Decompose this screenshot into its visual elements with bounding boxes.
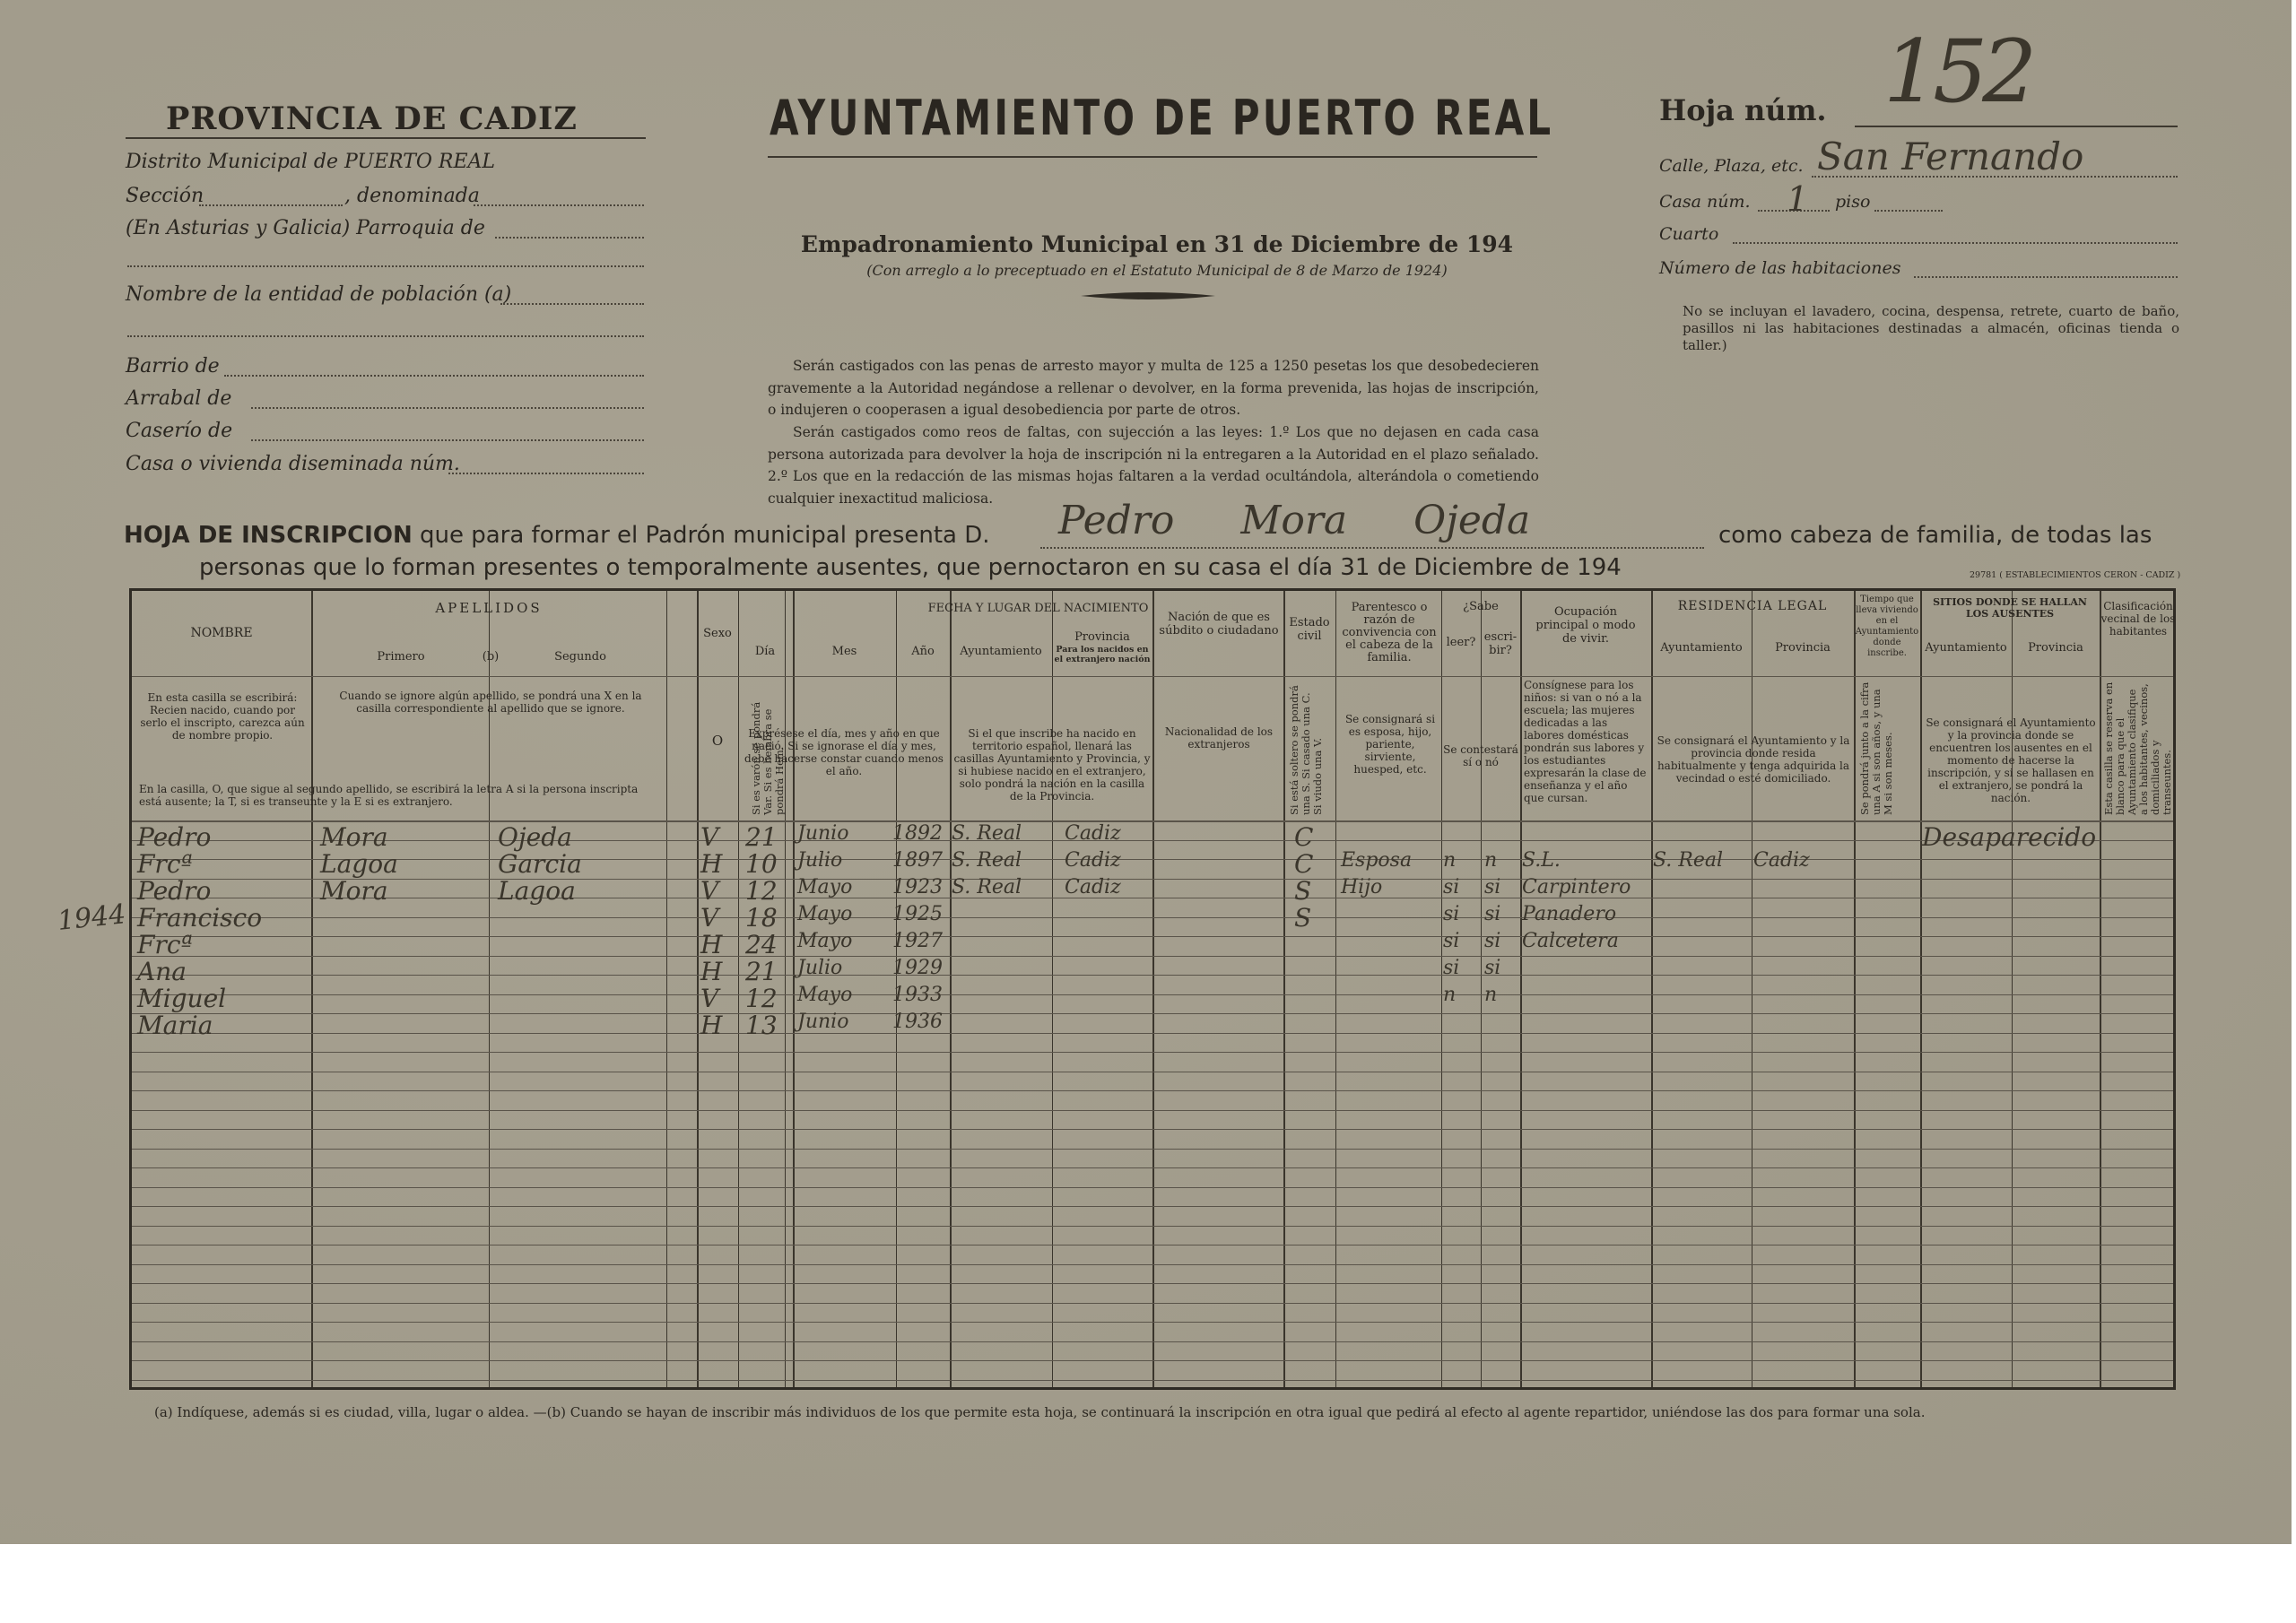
caserio-field[interactable] [251,439,644,441]
v-res-prov [1854,591,1856,1387]
barrio-label: Barrio de [126,355,220,378]
cell-ocupacion[interactable]: Carpintero [1522,876,1631,898]
cell-mes[interactable]: Mayo [797,984,853,1006]
cell-mes[interactable]: Junio [797,822,849,845]
inst-sexo: Si es varón se pondrá Var. Si es hembra se pondrá Hem. [750,701,786,815]
row-rule [132,1090,2173,1091]
cell-mes[interactable]: Mayo [797,876,853,898]
v-nacion [1283,591,1285,1387]
hdr-tiempo: Tiempo que lleva viviendo en el Ayuntamiento donde inscribe. [1855,595,1919,658]
census-table [129,588,2176,1390]
hdr-nacion: Nación de que es súbdito o ciudadano [1159,611,1279,638]
cell-nombre[interactable]: Pedro [137,822,212,852]
inscription-text-c: como cabeza de familia, de todas las [1718,522,2152,549]
inscription-line-2: personas que lo forman presentes o temporalmente ausentes, que pernoctaron en su casa el día 31 de Diciembre de 194 [199,554,1622,581]
province-title: PROVINCIA DE CADIZ [166,100,578,137]
calle-label: Calle, Plaza, etc. [1659,156,1804,176]
row-rule [132,1013,2173,1014]
row-rule [132,975,2173,976]
cell-ano[interactable]: 1897 [892,849,943,872]
row-rule [132,936,2173,937]
inst-estado: Si está soltero se pondrá una S. Si casado una C. Si viudo una V. [1288,685,1324,815]
footnote: (a) Indíquese, además si es ciudad, villa, lugar o aldea. —(b) Cuando se hayan de inscribir más individuos de los que permite esta hoja, se continuará la inscripción en otra igual que pedirá al efecto al agente repartidor, uniéndose las dos para formar una sola. [154,1404,1926,1420]
v-nombre [311,591,313,1387]
cell-leer[interactable]: si [1443,903,1460,925]
cuarto-field[interactable] [1733,242,2178,244]
penalties-paragraph-1: Serán castigados con las penas de arresto mayor y multa de 125 a 1250 pesetas los que desobedecieren gravemente a la Autoridad negándose a rellenar o devolver, en la forma prevenida, las hojas de inscripción, o indujeren o cooperasen a igual desobediencia por parte de otros. [768,358,1539,418]
row-rule [132,840,2173,841]
inst-casilla-o: En la casilla, O, que sigue al segundo apellido, se escribirá la letra A si la persona inscripta está ausente; la T, si es transeunte y la E si es extranjero. [139,783,639,808]
cell-estado[interactable]: C [1294,822,1314,852]
barrio-field[interactable] [224,375,644,377]
hdr-segundo: Segundo [554,650,606,664]
cell-nombre[interactable]: Frcª [137,849,193,879]
cell-dia[interactable]: 18 [745,903,778,933]
v-estado [1335,591,1336,1387]
casa-diseminada-label: Casa o vivienda diseminada núm. [126,453,460,475]
v-o [697,591,699,1387]
subtitle: Empadronamiento Municipal en 31 de Diciembre de 194 [800,231,1514,257]
cell-mes[interactable]: Julio [797,957,843,979]
inst-fecha: Exprésese el día, mes y año en que nació. Si se ignorase el día y mes, debe hacerse constar cuando menos el año. [744,727,944,777]
cell-escribir[interactable]: si [1484,903,1501,925]
inst-residencia: Se consignará el Ayuntamiento y la provincia donde resida habitualmente y tenga adquirida la vecindad o esté domiciliado. [1657,734,1850,785]
entidad-field-2[interactable] [127,335,644,337]
row-rule [132,1322,2173,1323]
arrabal-field[interactable] [251,407,644,409]
cell-sexo[interactable]: V [700,876,719,906]
cell-nombre[interactable]: Francisco [137,903,263,933]
row-rule [132,1360,2173,1361]
cell-parentesco[interactable]: Hijo [1341,876,1383,898]
cell-sexo[interactable]: H [700,849,723,879]
ornament-divider [1081,291,1215,301]
cell-prov[interactable]: Cadiz [1065,822,1121,845]
hdr-sitios: SITIOS DONDE SE HALLAN LOS AUSENTES [1933,596,2087,620]
cell-sexo[interactable]: V [700,903,719,933]
v-escribir [1520,591,1522,1387]
cell-prov[interactable]: Cadiz [1065,849,1121,872]
casa-label: Casa núm. [1659,192,1751,212]
cell-leer[interactable]: si [1443,930,1460,952]
row-rule [132,859,2173,860]
v-tiempo [1920,591,1922,1387]
inst-parentesco: Se consignará si es esposa, hijo, pariente, sirviente, huesped, etc. [1344,713,1436,776]
cell-dia[interactable]: 12 [745,984,778,1013]
hdr-parentesco: Parentesco o razón de convivencia con el cabeza de la familia. [1342,601,1437,664]
cell-mes[interactable]: Mayo [797,903,853,925]
cell-nombre[interactable]: Frcª [137,930,193,959]
hdr-escribir: escri-bir? [1483,630,1518,657]
inst-tiempo: Se pondrá junto a la cifra una A si son años, y una M si son meses. [1858,681,1894,815]
cell-ano[interactable]: 1933 [892,984,943,1006]
cell-sexo[interactable]: V [700,984,719,1013]
cell-primero[interactable]: Mora [320,822,388,852]
row-rule [132,1167,2173,1168]
piso-label: piso [1835,192,1871,212]
h-instructions [132,820,2173,822]
v-aus-ayto [2012,591,2013,1387]
cell-nombre[interactable]: Pedro [137,876,212,906]
cell-ayto[interactable]: S. Real [952,849,1022,872]
inscription-title: HOJA DE INSCRIPCION [124,522,413,549]
inst-apellido: Cuando se ignore algún apellido, se pondrá una X en la casilla correspondiente al apellido que se ignore. [339,690,642,715]
row-rule [132,994,2173,995]
hdr-aus-provincia: Provincia [2028,641,2083,655]
cell-ano[interactable]: 1925 [892,903,943,925]
row-rule [132,1341,2173,1342]
cell-escribir[interactable]: si [1484,957,1501,979]
main-title-underline [768,156,1537,158]
head-of-family-name[interactable]: Pedro Mora Ojeda [1058,498,1531,543]
printer-mark: 29781 ( ESTABLECIMIENTOS CERON - CADIZ ) [1970,570,2181,580]
h-header [132,676,2173,677]
denominada-label: , denominada [344,185,480,207]
inst-clasificacion: Esta casilla se reserva en blanco para que el Ayuntamiento clasifique a los habitantes, vecinos, domiciliados y transeuntes. [2102,681,2173,815]
cell-ocupacion[interactable]: S.L. [1522,849,1561,872]
v-prov [1152,591,1154,1387]
row-rule [132,1149,2173,1150]
cell-escribir[interactable]: n [1484,849,1498,872]
calle-value[interactable]: San Fernando [1817,135,2084,178]
row-rule [132,1206,2173,1207]
cell-ocupacion[interactable]: Calcetera [1522,930,1619,952]
cell-dia[interactable]: 24 [745,930,778,959]
cell-ano[interactable]: 1923 [892,876,943,898]
cell-estado[interactable]: C [1294,849,1314,879]
row-rule [132,1033,2173,1034]
hdr-estado-civil: Estado civil [1289,616,1330,643]
seccion-label: Sección [126,185,204,207]
hdr-sabe: ¿Sabe [1463,600,1499,613]
parroquia-field-2[interactable] [127,265,644,267]
cell-mes[interactable]: Junio [797,1011,849,1033]
cell-segundo[interactable]: Lagoa [498,876,576,906]
cell-escribir[interactable]: si [1484,930,1501,952]
inst-o: O [711,733,724,749]
cell-ayto[interactable]: S. Real [952,822,1022,845]
hdr-res-provincia: Provincia [1775,641,1831,655]
cell-ocupacion[interactable]: Panadero [1522,903,1617,925]
row-rule [132,1226,2173,1227]
inscription-line-1 [124,522,990,549]
row-rule [132,1052,2173,1053]
hdr-residencia: RESIDENCIA LEGAL [1677,599,1828,613]
cell-escribir[interactable]: n [1484,984,1498,1006]
v-aus-prov [2100,591,2101,1387]
hdr-nombre: NOMBRE [190,626,253,640]
hoja-field-line [1855,126,2178,127]
hdr-sexo: Sexo [703,627,732,640]
habitaciones-note: No se incluyan el lavadero, cocina, despensa, retrete, cuarto de baño, pasillos ni las habitaciones destinadas a almacén, oficinas tienda o taller.) [1683,303,2179,353]
cell-estado[interactable]: S [1294,876,1312,906]
cell-ano[interactable]: 1929 [892,957,943,979]
inst-nacion: Nacionalidad de los extranjeros [1164,725,1274,751]
row-rule [132,1187,2173,1188]
cell-sexo[interactable]: H [700,930,723,959]
inst-lugar: Si el que inscribe ha nacido en territorio español, llenará las casillas Ayuntamiento y Provincia, y si hubiese nacido en el extranjero, solo pondrá la nación en la casilla de la Provincia. [953,727,1151,803]
cell-sexo[interactable]: H [700,957,723,986]
v-parentesco [1441,591,1442,1387]
caserio-label: Caserío de [126,420,233,442]
seccion-field[interactable] [199,204,343,206]
cell-estado[interactable]: S [1294,903,1312,933]
entidad-field[interactable] [500,303,644,305]
head-name-line [1040,547,1704,549]
cell-prov[interactable]: Cadiz [1065,876,1121,898]
cell-primero[interactable]: Mora [320,876,388,906]
cell-leer[interactable]: n [1443,984,1457,1006]
hdr-clasificacion: Clasificación vecinal de los habitantes [2100,600,2176,638]
cell-segundo[interactable]: Garcia [498,849,582,879]
arrabal-label: Arrabal de [126,387,232,410]
cell-res-prov[interactable]: Cadiz [1753,849,1810,872]
hdr-dia: Día [754,645,776,658]
cell-parentesco[interactable]: Esposa [1341,849,1413,872]
hdr-b: (b) [482,650,500,664]
inscription-text-a: que para formar el Padrón municipal presenta D. [419,522,990,549]
hdr-apellidos: APELLIDOS [435,600,543,616]
cell-ayto[interactable]: S. Real [952,876,1022,898]
hdr-aus-ayuntamiento: Ayuntamiento [1925,641,2007,655]
hdr-leer: leer? [1446,636,1476,649]
row-rule [132,1303,2173,1304]
v-segundo [666,591,667,1387]
hdr-mes: Mes [831,645,857,658]
casa-value[interactable]: 1 [1787,179,1809,219]
cell-sexo[interactable]: H [700,1011,723,1040]
cell-dia[interactable]: 21 [745,957,778,986]
entidad-label: Nombre de la entidad de población (a) [126,283,512,306]
cell-dia[interactable]: 21 [745,822,778,852]
hdr-provincia-note: Para los nacidos en el extranjero nación [1054,645,1151,664]
row-rule [132,1380,2173,1381]
v-dia [793,591,795,1387]
hdr-fecha-lugar: FECHA Y LUGAR DEL NACIMIENTO [927,602,1149,615]
row-rule [132,1110,2173,1111]
cuarto-label: Cuarto [1659,224,1719,244]
casa-diseminada-field[interactable] [448,473,644,474]
row-rule [132,917,2173,918]
v-ocupacion [1651,591,1653,1387]
v-sexo [738,591,739,1387]
cell-mes[interactable]: Julio [797,849,843,872]
inst-sabe: Se contestará sí o nó [1443,743,1518,768]
cell-segundo[interactable]: Ojeda [498,822,572,852]
district-label: Distrito Municipal de PUERTO REAL [126,151,496,173]
cell-nombre[interactable]: Miguel [137,984,227,1013]
denominada-field[interactable] [474,204,644,206]
subtitle-note: (Con arreglo a lo preceptuado en el Estatuto Municipal de 8 de Marzo de 1924) [866,262,1448,279]
main-title: AYUNTAMIENTO DE PUERTO REAL [770,90,1554,146]
habitaciones-label: Número de las habitaciones [1659,258,1901,278]
v-leer [1481,591,1482,1387]
habitaciones-field[interactable] [1914,276,2178,278]
cell-dia[interactable]: 10 [745,849,778,879]
hdr-ano: Año [911,645,935,658]
parroquia-label: (En Asturias y Galicia) Parroquia de [126,217,485,239]
row-rule [132,1264,2173,1265]
inst-ocupacion: Consígnese para los niños: si van o nó a la escuela; las mujeres dedicadas a las labores domésticas pondrán sus labores y los estudiantes expresarán la clase de enseñanza y el año que cursan. [1524,679,1647,804]
row-rule [132,1129,2173,1130]
cell-primero[interactable]: Lagoa [320,849,398,879]
hoja-number[interactable]: 152 [1883,22,2032,122]
cell-ano[interactable]: 1892 [892,822,943,845]
cell-nombre[interactable]: Maria [137,1011,213,1040]
hdr-primero: Primero [377,650,425,664]
cell-ausente[interactable]: Desaparecido [1922,822,2097,852]
hdr-ocupacion: Ocupación principal o modo de vivir. [1535,605,1636,646]
hdr-provincia: Provincia [1074,630,1130,644]
inst-nombre: En esta casilla se escribirá: Recien nacido, cuando por serlo el inscripto, carezca aún de nombre propio. [140,691,305,742]
cell-dia[interactable]: 13 [745,1011,778,1040]
cell-ano[interactable]: 1927 [892,930,943,952]
cell-leer[interactable]: si [1443,957,1460,979]
inst-ausentes: Se consignará el Ayuntamiento y la provincia donde se encuentren los ausentes en el momento de hacerse la inscripción, y si se hallasen en el extranjero, se pondrá la nación. [1926,716,2096,804]
hdr-res-ayuntamiento: Ayuntamiento [1660,641,1743,655]
cell-dia[interactable]: 12 [745,876,778,906]
cell-escribir[interactable]: si [1484,876,1501,898]
piso-field[interactable] [1874,210,1943,212]
cell-mes[interactable]: Mayo [797,930,853,952]
v-ano [950,591,952,1387]
penalties-paragraph-2: Serán castigados como reos de faltas, con sujección a las leyes: 1.º Los que no dejasen en cada casa persona autorizada para devolver la hoja de inscripción ni la entregaren a la Autoridad en el plazo señalado. 2.º Los que en la redacción de las mismas hojas faltaren a la verdad ocultándola, alterándola o cometiendo cualquier inexactitud maliciosa. [768,424,1539,507]
hoja-label: Hoja núm. [1659,93,1827,127]
cell-sexo[interactable]: V [700,822,719,852]
cell-nombre[interactable]: Ana [137,957,187,986]
parroquia-field[interactable] [495,237,644,239]
v-ayto [1052,591,1053,1387]
cell-leer[interactable]: si [1443,876,1460,898]
row-rule [132,879,2173,880]
cell-leer[interactable]: n [1443,849,1457,872]
cell-res-ayto[interactable]: S. Real [1653,849,1724,872]
row-rule [132,956,2173,957]
province-underline [126,137,646,139]
row-rule [132,1283,2173,1284]
margin-year-note: 1944 [56,898,127,937]
cell-ano[interactable]: 1936 [892,1011,943,1033]
hdr-ayuntamiento: Ayuntamiento [960,645,1042,658]
